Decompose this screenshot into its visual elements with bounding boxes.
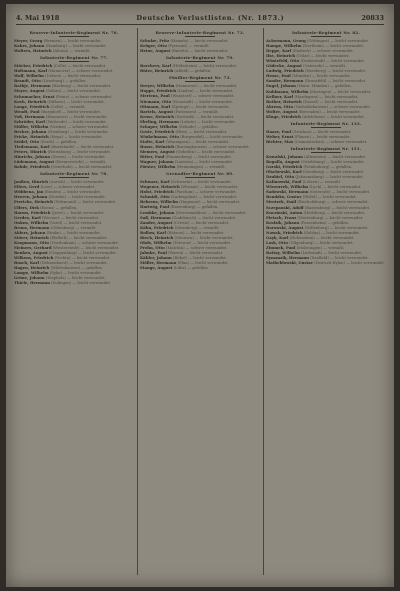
entry-name: Jahnke, Paul: [140, 249, 167, 255]
entry-name: Sczepanski, Adolf: [266, 204, 304, 210]
entry-name: Brandt, Otto: [14, 78, 41, 84]
entry-status: (Leer) — schwer verwundet.: [40, 184, 96, 190]
entry-status: (Bischofsburg) — schwer verwundet.: [297, 199, 369, 205]
entry-status: (Hemmingen) — vermißt.: [176, 164, 226, 170]
entry-status: (Dassel) — leicht verwundet.: [302, 98, 359, 104]
entry-name: Gödecke, August: [266, 63, 302, 69]
entry-status: (Gadebusch) — leicht verwundet.: [171, 214, 237, 220]
entry-name: Rattay, Wilhelm: [266, 249, 300, 255]
entry-name: Onken, Wilhelm: [14, 219, 49, 225]
entry-name: Oltmann, Karl: [140, 103, 171, 109]
entry-name: Seidel, Otto: [14, 138, 40, 144]
entry-status: (Rastenburg) — leicht verwundet.: [304, 204, 371, 210]
header-date: 4. Mai 1918: [16, 14, 60, 22]
entry-status: (Westerstede) — leicht verwundet.: [52, 244, 120, 250]
entry-status: (Sehnde) — gefallen.: [178, 123, 219, 129]
entry-status: (Uslar) — leicht verwundet.: [296, 53, 350, 59]
entry-name: Weber, Ernst: [266, 133, 294, 139]
entry-status: (Bützow) — leicht verwundet.: [167, 229, 225, 235]
entry-status: (Wennigsen) — leicht verwundet.: [165, 138, 230, 144]
column-right: [266, 28, 386, 575]
entry-status: (Hagenow) — leicht verwundet.: [179, 199, 241, 205]
casualty-entry: [14, 280, 134, 285]
entry-name: Kalinowski, Paul: [266, 179, 302, 185]
entry-status: (Sarstedt) — leicht verwundet.: [175, 113, 235, 119]
entry-status: (Adelebsen) — leicht verwundet.: [302, 113, 365, 119]
entry-status: (Parchim) — schwer verwundet.: [174, 189, 237, 195]
entry-status: (Gilgenburg) — leicht verwundet.: [289, 239, 354, 245]
entry-status: (Mohrungen) — vermißt.: [296, 244, 345, 250]
entry-status: (Teterow) — leicht verwundet.: [172, 239, 232, 245]
entry-name: Eilers, Gerd: [14, 184, 40, 190]
entry-status: (Altona) — vermißt.: [52, 48, 91, 54]
entry-name: Thiele, Hermann: [14, 280, 50, 286]
entry-status: (Schwerin) — leicht verwundet.: [170, 179, 232, 185]
entry-name: Kähler, Johann: [140, 254, 172, 260]
entry-status: (Hardegsen) — leicht verwundet.: [294, 93, 359, 99]
entry-name: Förster, Wilhelm: [140, 164, 176, 170]
entry-name: Rother, Heinrich: [266, 98, 302, 104]
section-heading: Infanterie-Regiment Nr. 77.: [14, 55, 134, 62]
entry-name: Krüger, Otto: [140, 43, 167, 49]
entry-name: Rogalla, August: [266, 159, 300, 165]
entry-status: (Alfeld) — gefallen.: [174, 68, 212, 74]
entry-status: (Ortelsburg) — leicht verwundet.: [301, 159, 365, 165]
entry-name: Mrotzek, Emil: [266, 199, 297, 205]
entry-name: Kruse, Heinrich: [140, 113, 174, 119]
entry-name: Matheblowski, Gustav: [266, 260, 313, 266]
entry-status: (Gieboldehausen) — schwer verwundet.: [294, 103, 372, 109]
entry-name: Wolters, Heinrich: [14, 48, 52, 54]
entry-status: (Uelzen) — leicht verwundet.: [45, 73, 102, 79]
entry-name: Ohde, Wilhelm: [140, 239, 172, 245]
entry-status: (Elsfleth) — leicht verwundet.: [49, 234, 108, 240]
entry-status: (Hannover) — leicht verwundet.: [175, 83, 238, 89]
entry-status: (Esens) — gefallen.: [40, 204, 78, 210]
entry-name: Meiners, Gerhard: [14, 244, 52, 250]
entry-name: Wolf, Wilhelm: [14, 73, 44, 79]
entry-name: Kahrs, Johann: [14, 43, 45, 49]
entry-status: (Bovenden) — leicht verwundet.: [298, 108, 361, 114]
entry-name: Ulfers, Dirk: [14, 204, 39, 210]
entry-name: Borowski, August: [266, 224, 304, 230]
entry-status: (Pattensen) — vermißt.: [174, 108, 219, 114]
entry-name: Hinrichs, Johann: [14, 154, 51, 160]
entry-status: (Celle) — vermißt.: [50, 103, 86, 109]
entry-name: Hagen, Heinrich: [14, 265, 50, 271]
entry-name: Rieck, Heinrich: [140, 234, 174, 240]
entry-name: Bruns, Hermann: [14, 224, 50, 230]
entry-name: Schaper, Wilhelm: [140, 123, 178, 129]
columns-container: [14, 28, 386, 575]
entry-name: Stöcker, Friedrich: [14, 63, 53, 69]
entry-status: (Herzberg) — leicht verwundet.: [304, 68, 367, 74]
entry-name: Tiedemann, Karl: [14, 143, 50, 149]
entry-name: Peters, Hinrich: [14, 149, 47, 155]
entry-name: Krolzik, Johann: [266, 219, 300, 225]
entry-status: (Osterode) — vermißt.: [303, 63, 347, 69]
entry-status: (Bremen) — leicht verwundet.: [43, 38, 102, 44]
entry-status: (Vechta) — leicht verwundet.: [54, 254, 111, 260]
entry-status: (Wismar) — leicht verwundet.: [180, 184, 239, 190]
entry-status: (Passenheim) — gefallen.: [300, 219, 350, 225]
entry-name: Siemers, August: [140, 148, 175, 154]
entry-name: Lampe, Wilhelm: [14, 270, 49, 276]
entry-name: Richter, Max: [266, 138, 294, 144]
entry-status: (Springe) — leicht verwundet.: [171, 103, 230, 109]
entry-status: (Rinteln) — leicht verwundet.: [171, 48, 229, 54]
entry-name: Stolte, Karl: [140, 138, 165, 144]
entry-name: Saß, Hermann: [140, 214, 171, 220]
column-divider: [137, 28, 138, 575]
entry-name: Kellner, Karl: [266, 93, 294, 99]
section-heading: Infanterie-Regiment Nr. 151.: [266, 146, 386, 153]
entry-name: Busse, Heinrich: [140, 143, 175, 149]
entry-status: (Hannover) — leicht verwundet.: [45, 113, 108, 119]
entry-status: (Hildesheim) — leicht verwundet.: [172, 63, 238, 69]
entry-name: Nowak, Friedrich: [266, 229, 303, 235]
entry-name: Sander, Hermann: [266, 78, 304, 84]
header-title-text: Deutsche Verlustlisten.: [136, 14, 235, 22]
header-title: [136, 14, 284, 22]
entry-status: (Rotenburg) — leicht verwundet.: [47, 149, 112, 155]
entry-status: (Celle) — leicht verwundet.: [53, 63, 107, 69]
entry-status: (Sensburg) — leicht verwundet.: [302, 169, 365, 175]
entry-name: Bollow, Karl: [140, 229, 166, 235]
entry-name: Gayk, Karl: [266, 234, 289, 240]
entry-name: Dreyer, Wilhelm: [140, 83, 175, 89]
entry-name: Schwarz, Karl: [140, 179, 170, 185]
entry-status: (Linden) — leicht verwundet.: [177, 88, 234, 94]
entry-name: Bendzko, Gustav: [266, 194, 302, 200]
entry-name: Ackermann, Georg: [266, 38, 306, 44]
header-edition: (Nr. 1873.): [237, 14, 285, 22]
entry-name: Wiezorrek, Wilhelm: [266, 184, 309, 190]
entry-name: Olschewski, Karl: [266, 169, 302, 175]
entry-status: (Norden) — leicht verwundet.: [48, 194, 106, 200]
entry-name: Wagner, Johann: [140, 159, 174, 165]
entry-status: (Harburg) — leicht verwundet.: [51, 83, 112, 89]
entry-name: Köhn, Friedrich: [140, 224, 174, 230]
entry-status: (Wildeshausen) — gefallen.: [50, 265, 104, 271]
casualty-entry: [266, 260, 386, 265]
column-divider: [263, 28, 264, 575]
casualty-entry: [266, 114, 386, 119]
entry-name: Janßen, Hinrich: [14, 179, 49, 185]
entry-status: (Göttingen) — leicht verwundet.: [307, 38, 370, 44]
entry-name: Holst, Friedrich: [140, 189, 174, 195]
entry-status: (Plau) — leicht verwundet.: [177, 259, 230, 265]
entry-name: Kuczinski, Anton: [266, 209, 303, 215]
entry-name: Hesse, Paul: [266, 73, 291, 79]
entry-name: Niemann, Otto: [140, 98, 172, 104]
entry-status: (Bremervörde) — vermißt.: [55, 159, 107, 165]
entry-name: Lask, Otto: [266, 239, 288, 245]
entry-name: Schulze, Fritz: [140, 38, 170, 44]
section-heading: Grenadier-Regiment Nr. 89.: [140, 171, 260, 178]
entry-name: Zander, August: [140, 219, 173, 225]
entry-status: (Ilten) — leicht verwundet.: [175, 128, 228, 134]
entry-status: (Aurich) — leicht verwundet.: [49, 179, 105, 185]
entry-name: Kluge, Friedrich: [266, 113, 301, 119]
entry-status: (Boizenburg) — gefallen.: [170, 204, 219, 210]
entry-status: (Moringen) — leicht verwundet.: [309, 88, 372, 94]
entry-name: Frerichs, Heinrich: [14, 199, 54, 205]
entry-name: Heeren, Johann: [14, 194, 48, 200]
entry-name: Ahrens, Otto: [266, 103, 294, 109]
entry-status: (Lübz) — gefallen.: [173, 265, 209, 271]
entry-status: (Johannisburg) — leicht verwundet.: [295, 174, 364, 180]
entry-status: (Hameln) — leicht verwundet.: [170, 38, 229, 44]
entry-name: Hartwig, Paul: [140, 204, 170, 210]
entry-status: (Hannover) — schwer verwundet.: [48, 68, 114, 74]
entry-name: Stöver, Heinrich: [14, 234, 49, 240]
entry-status: (Zeven) — leicht verwundet.: [51, 154, 107, 160]
entry-name: Lüdemann, August: [14, 159, 55, 165]
casualty-entry: [140, 265, 260, 270]
entry-status: (Saalfeld) — leicht verwundet.: [310, 254, 369, 260]
entry-status: (Lötzen) — vermißt.: [302, 179, 342, 185]
entry-name: Möller, Hermann: [140, 259, 177, 265]
casualty-entry: [140, 48, 260, 53]
entry-name: Ludwig, Friedrich: [266, 68, 304, 74]
entry-status: (Deutsch-Eylau) — leicht verwundet.: [314, 260, 385, 266]
entry-name: Koopmann, Otto: [14, 239, 49, 245]
entry-status: (Laatzen) — leicht verwundet.: [174, 159, 234, 165]
entry-name: Wegener, Heinrich: [140, 184, 180, 190]
entry-name: Schmidt, Otto: [140, 194, 170, 200]
entry-name: Grote, Friedrich: [140, 128, 175, 134]
entry-name: Dzubiel, Otto: [266, 174, 295, 180]
column-left: [14, 28, 134, 575]
entry-name: Wendt, Paul: [14, 108, 40, 114]
entry-status: (Jever) — leicht verwundet.: [51, 209, 105, 215]
entry-status: (Güstrow) — leicht verwundet.: [174, 234, 234, 240]
entry-status: (Lüneburg) — gefallen.: [42, 78, 87, 84]
entry-status: (Röbel) — leicht verwundet.: [173, 254, 227, 260]
entry-name: Wolter, August: [266, 108, 298, 114]
entry-status: (Neustadt) — leicht verwundet.: [172, 98, 234, 104]
entry-status: (Sternberg) — vermißt.: [174, 224, 220, 230]
entry-status: (Burgdorf) — leicht verwundet.: [40, 108, 102, 114]
section-heading: Reserve-Infanterie-Regiment Nr. 73.: [140, 30, 260, 37]
entry-status: (Waren) — leicht verwundet.: [168, 249, 224, 255]
entry-name: Kuhlmann, Wilhelm: [266, 88, 309, 94]
entry-status: (Hoya) — leicht verwundet.: [50, 133, 103, 139]
entry-status: (Pyrmont) — vermißt.: [168, 43, 210, 49]
page-header: [16, 12, 384, 25]
entry-name: Bartels, August: [140, 108, 174, 114]
entry-status: (Hohenstein) — leicht verwundet.: [289, 234, 355, 240]
entry-name: Wüstefeld, Otto: [266, 58, 300, 64]
entry-status: (Zwickau) — leicht verwundet.: [292, 128, 352, 134]
casualty-entry: [14, 48, 134, 53]
entry-status: (Peine) — schwer verwundet.: [55, 93, 113, 99]
entry-name: Wübbena, Jan: [14, 189, 44, 195]
entry-name: Symanzik, Hermann: [266, 254, 310, 260]
entry-name: Meyer, August: [14, 88, 45, 94]
section-heading: Füsilier-Regiment Nr. 73.: [140, 75, 260, 82]
entry-name: Gröne, Johann: [14, 275, 45, 281]
entry-status: (Weener) — leicht verwundet.: [41, 214, 100, 220]
entry-status: (Nordenham) — schwer verwundet.: [50, 239, 119, 245]
entry-status: (Gifhorn) — leicht verwundet.: [47, 98, 105, 104]
entry-status: (Willenberg) — leicht verwundet.: [304, 224, 369, 230]
entry-name: Prehn, Otto: [140, 244, 165, 250]
entry-status: (Lyck) — leicht verwundet.: [309, 184, 362, 190]
entry-name: Busch, Karl: [14, 260, 40, 266]
entry-name: Renken, August: [14, 249, 48, 255]
entry-status: (Verden) — schwer verwundet.: [49, 123, 110, 129]
entry-name: Zimmek, Paul: [266, 244, 296, 250]
entry-status: (Crivitz) — leicht verwundet.: [173, 219, 230, 225]
casualty-entry: [14, 164, 134, 169]
entry-status: (Wartenburg) — leicht verwundet.: [297, 214, 364, 220]
entry-status: (Stade) — gefallen.: [40, 138, 78, 144]
entry-name: Rüter, Heinrich: [140, 68, 174, 74]
entry-status: (Oldenburg) — vermißt.: [50, 224, 97, 230]
entry-name: Rohde, Friedrich: [14, 164, 50, 170]
entry-status: (Sulingen) — leicht verwundet.: [51, 280, 112, 286]
entry-status: (Liebstadt) — leicht verwundet.: [301, 249, 363, 255]
entry-name: Haase, Paul: [266, 128, 292, 134]
entry-status: (Burgwedel) — leicht verwundet.: [180, 133, 244, 139]
section-heading: Reserve-Infanterie-Regiment Nr. 76.: [14, 30, 134, 37]
entry-status: (Cloppenburg) — leicht verwundet.: [49, 249, 118, 255]
entry-name: Müller, Wilhelm: [14, 123, 49, 129]
entry-name: Fricke, Heinrich: [14, 133, 49, 139]
entry-name: Harms, Friedrich: [14, 209, 51, 215]
entry-status: (Diepholz) — leicht verwundet.: [45, 275, 106, 281]
entry-status: (Neidenburg) — gefallen.: [303, 164, 353, 170]
entry-status: (Ludwigslust) — leicht verwundet.: [170, 194, 238, 200]
entry-name: Gerdes, Karl: [14, 214, 41, 220]
entry-name: Koch, Heinrich: [14, 98, 47, 104]
entry-status: (Malchin) — schwer verwundet.: [166, 244, 228, 250]
entry-status: (Syke) — leicht verwundet.: [49, 270, 103, 276]
entry-status: (Osterholz) — leicht verwundet.: [51, 164, 113, 170]
entry-status: (Hamburg) — leicht verwundet.: [45, 43, 107, 49]
entry-status: (Crimmitschau) — schwer verwundet.: [294, 138, 368, 144]
entry-status: (Dransfeld) — leicht verwundet.: [304, 78, 367, 84]
entry-status: (Osterode) — leicht verwundet.: [309, 189, 371, 195]
entry-status: (Soltau) — leicht verwundet.: [45, 88, 102, 94]
entry-name: Stange, August: [140, 265, 173, 271]
entry-status: (Rößel) — leicht verwundet.: [302, 194, 357, 200]
entry-name: Gorski, Friedrich: [266, 164, 303, 170]
entry-status: (Einbeck) — schwer verwundet.: [292, 48, 355, 54]
entry-status: (Münden) — leicht verwundet.: [291, 73, 351, 79]
casualty-entry: [140, 164, 260, 169]
entry-name: Behrens, Wilhelm: [140, 199, 179, 205]
entry-name: Lange, Friedrich: [14, 103, 50, 109]
entry-status: (Buxtehude) — leicht verwundet.: [50, 143, 115, 149]
entry-name: Deppe, Karl: [266, 48, 292, 54]
entry-name: Mertens, Paul: [140, 93, 170, 99]
entry-name: Schröder, Karl: [14, 118, 45, 124]
entry-name: Heine, August: [140, 48, 171, 54]
header-page-number: 20833: [361, 14, 384, 22]
section-heading: Infanterie-Regiment Nr. 79.: [140, 55, 260, 62]
entry-name: Wilkens, Friedrich: [14, 254, 54, 260]
entry-name: Winkelmann, Otto: [140, 133, 179, 139]
entry-name: Pietsch, Franz: [266, 214, 297, 220]
entry-status: (Plauen) — leicht verwundet.: [294, 133, 351, 139]
entry-status: (Lehrte) — leicht verwundet.: [180, 118, 236, 124]
entry-name: Sadowski, Hermann: [266, 189, 309, 195]
document-page: [6, 4, 394, 587]
entry-name: Kowalski, Johann: [266, 154, 303, 160]
entry-status: (Barsinghausen) — schwer verwundet.: [175, 143, 250, 149]
entry-status: (Grevesmühlen) — leicht verwundet.: [175, 209, 247, 215]
entry-name: Hoppe, Friedrich: [140, 88, 177, 94]
entry-name: Borchers, Karl: [140, 63, 172, 69]
entry-name: Lembke, Johann: [140, 209, 175, 215]
entry-status: (Wunstorf) — schwer verwundet.: [170, 93, 235, 99]
entry-status: (Allenstein) — leicht verwundet.: [304, 154, 367, 160]
entry-name: Meyer, Georg: [14, 38, 43, 44]
entry-name: Ebeling, Hermann: [140, 118, 179, 124]
entry-status: (Soldau) — leicht verwundet.: [303, 229, 361, 235]
entry-status: (Varel) — leicht verwundet.: [49, 219, 103, 225]
section-heading: Infanterie-Regiment Nr. 133.: [266, 121, 386, 128]
entry-name: Hampe, Wilhelm: [266, 43, 302, 49]
entry-status: (Nienburg) — leicht verwundet.: [47, 128, 109, 134]
casualty-entry: [266, 139, 386, 144]
entry-status: (Wittmund) — leicht verwundet.: [54, 199, 117, 205]
entry-name: Voß, Hermann: [14, 113, 45, 119]
entry-name: Schumacher, Ernst: [14, 93, 55, 99]
entry-name: Ilse, Heinrich: [266, 53, 296, 59]
entry-name: Ritter, Paul: [140, 154, 165, 160]
entry-status: (Heilsberg) — leicht verwundet.: [303, 209, 366, 215]
entry-status: (Emden) — leicht verwundet.: [44, 189, 102, 195]
entry-status: (Brake) — leicht verwundet.: [46, 229, 101, 235]
casualty-entry: [140, 68, 260, 73]
entry-status: (Duderstadt) — leicht verwundet.: [300, 58, 366, 64]
entry-name: Becker, Johann: [14, 128, 47, 134]
section-heading: Infanterie-Regiment Nr. 78.: [14, 171, 134, 178]
entry-status: (Delmenhorst) — leicht verwundet.: [40, 260, 108, 266]
entry-status: (Northeim) — leicht verwundet.: [302, 43, 365, 49]
entry-name: Engel, Johann: [266, 83, 296, 89]
entry-name: Rathje, Hermann: [14, 83, 51, 89]
entry-name: Holtmann, Karl: [14, 68, 48, 74]
entry-status: (Ronnenberg) — leicht verwundet.: [165, 154, 233, 160]
entry-status: (Walsrode) — leicht verwundet.: [46, 118, 107, 124]
section-heading: Infanterie-Regiment Nr. 82.: [266, 30, 386, 37]
entry-name: Ahlers, Johann: [14, 229, 46, 235]
entry-status: (Gehrden) — leicht verwundet.: [176, 148, 236, 154]
column-middle: [140, 28, 260, 575]
entry-status: (Hann. Münden) — gefallen.: [297, 83, 352, 89]
